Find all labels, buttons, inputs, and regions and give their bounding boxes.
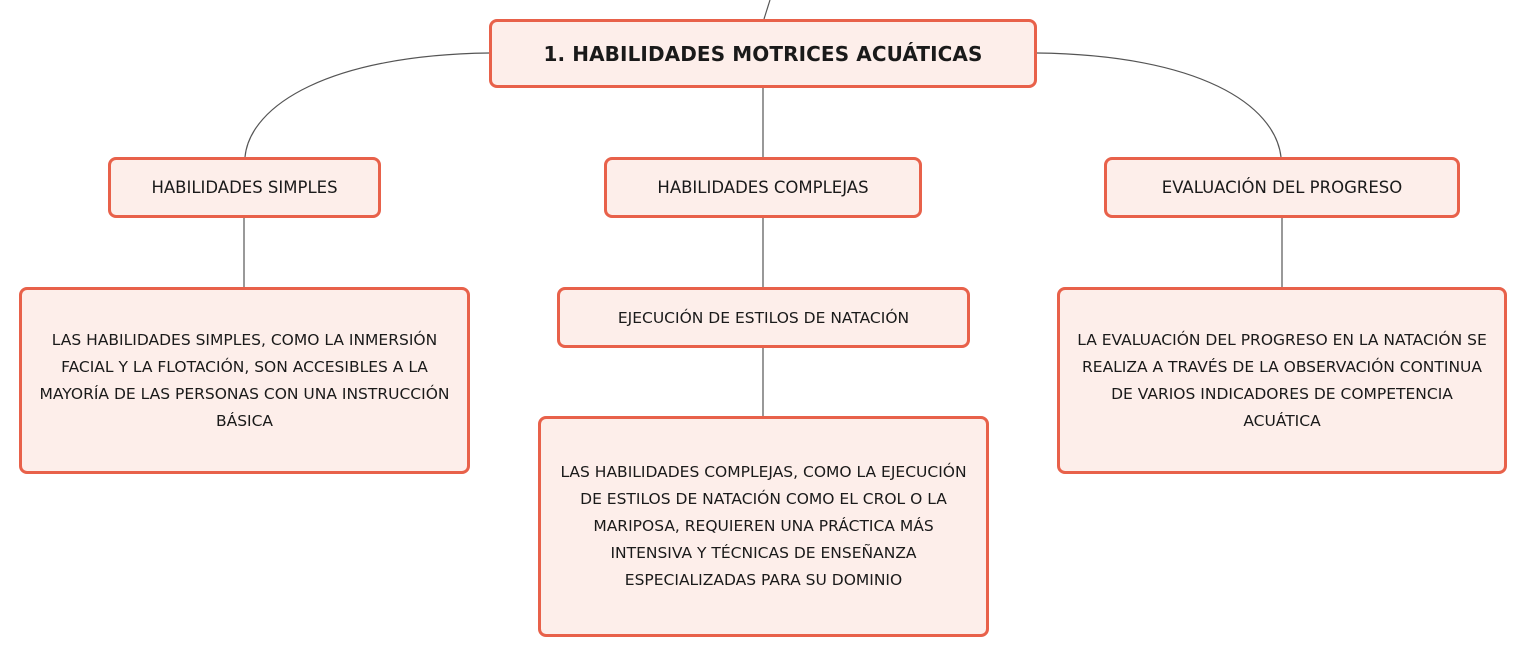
description-habilidades-complejas[interactable] [538,416,989,637]
root-topic-node[interactable] [489,19,1037,88]
connector-root-simples [245,53,489,157]
topic-evaluacion-progreso-label: EVALUACIÓN DEL PROGRESO [1161,178,1403,197]
topic-evaluacion-progreso[interactable] [1104,157,1460,218]
description-habilidades-complejas-text: LAS HABILIDADES COMPLEJAS, COMO LA EJECUCIÓN DE ESTILOS DE NATACIÓN COMO EL CROL O LA MARIPOSA, REQUIEREN UNA PRÁCTICA MÁS INTENSIVA Y TÉCNICAS DE ENSEÑANZA ESPECIALIZADAS PARA SU DOMINIO [560,463,967,589]
description-evaluacion-progreso-text: LA EVALUACIÓN DEL PROGRESO EN LA NATACIÓN SE REALIZA A TRAVÉS DE LA OBSERVACIÓN CONTINUA DE VARIOS INDICADORES DE COMPETENCIA ACUÁTICA [1077,330,1487,430]
subtopic-ejecucion-estilos-label: EJECUCIÓN DE ESTILOS DE NATACIÓN [617,308,910,327]
topic-habilidades-simples-label: HABILIDADES SIMPLES [151,178,338,197]
connector-root-evaluacion [1037,53,1281,157]
connector-incoming-root [764,0,770,19]
root-topic-label: 1. HABILIDADES MOTRICES ACUÁTICAS [543,41,983,66]
description-habilidades-simples[interactable] [19,287,470,474]
description-evaluacion-progreso[interactable] [1057,287,1507,474]
description-habilidades-simples-text: LAS HABILIDADES SIMPLES, COMO LA INMERSIÓN FACIAL Y LA FLOTACIÓN, SON ACCESIBLES A LA MAYORÍA DE LAS PERSONAS CON UNA INSTRUCCIÓN BÁSICA [39,330,450,430]
topic-habilidades-simples[interactable] [108,157,381,218]
topic-habilidades-complejas-label: HABILIDADES COMPLEJAS [657,178,869,197]
subtopic-ejecucion-estilos[interactable] [557,287,970,348]
topic-habilidades-complejas[interactable] [604,157,922,218]
